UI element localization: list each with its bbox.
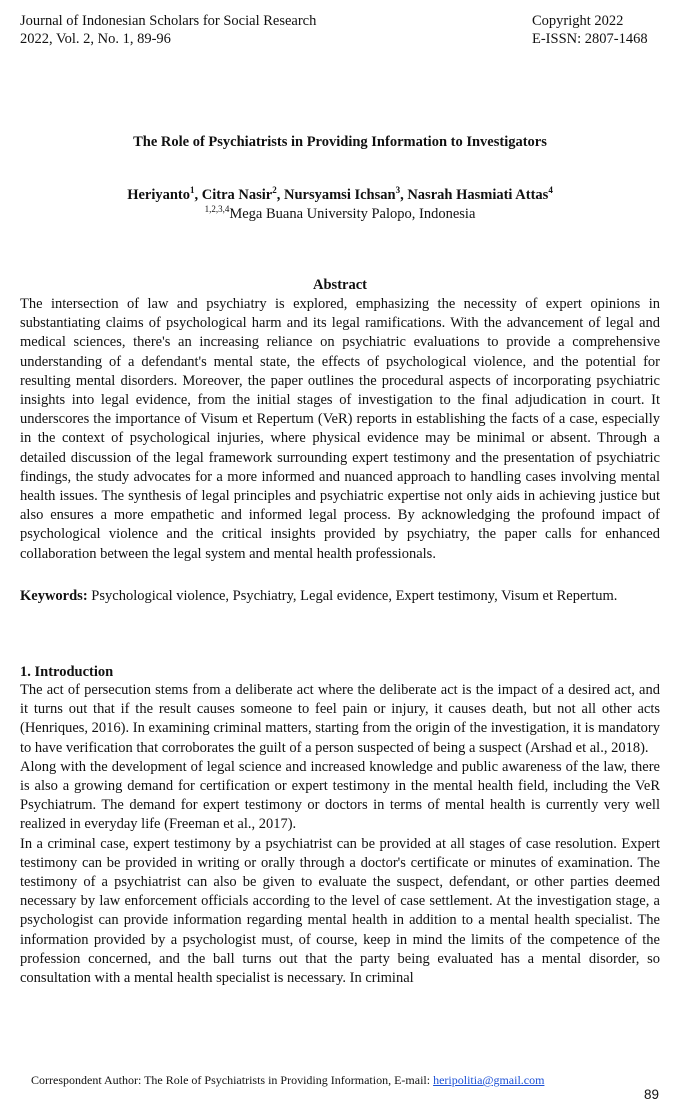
abstract-body: The intersection of law and psychiatry is explored, emphasizing the necessity of expert opinions in substantiating claims of psychological harm and its legal ramifications. With the advancement of legal and medical sciences, there's an increasing reliance on psychiatric evaluations to provide a comprehensive understanding of a defendant's mental state, the effects of psychological violence, and the potential for resulting mental disorders. Moreover, the paper outlines the procedural aspects of incorporating psychiatric insights into legal evidence, from the initial stages of investigation to the final adjudication in court. It underscores the importance of Visum et Repertum (VeR) reports in establishing the facts of a case, especially in the context of psychological injuries, where physical evidence may be minimal or absent. Through a detailed discussion of the legal framework surrounding expert testimony and the presentation of psychiatric findings, the study advocates for a more informed and nuanced approach to handling cases involving mental health issues. The synthesis of legal principles and psychiatric expertise not only aids in achieving justice but also ensures a more empathetic and informed legal process. By acknowledging the profound impact of psychological violence and the critical insights provided by psychiatry, the paper calls for enhanced collaboration between the legal system and mental health professionals. bbox=[20, 296, 660, 562]
author-sup: 3 bbox=[395, 185, 401, 195]
intro-paragraph: The act of persecution stems from a deliberate act where the deliberate act is the impact of a desired act, and it turns out that if the result causes someone to feel pain or injury, it causes death, but not all other acts (Henriques, 2016). In examining criminal matters, starting from the origin of the investigation, it is mandatory to have verification that corroborates the guilt of a person suspected of being a suspect (Arshad et al., 2018). bbox=[20, 682, 660, 756]
copyright-text: Copyright 2022 bbox=[532, 13, 624, 29]
affiliation-text: Mega Buana University Palopo, Indonesia bbox=[229, 206, 476, 222]
copyright-header bbox=[532, 12, 648, 48]
author-name: Heriyanto bbox=[127, 187, 191, 203]
journal-name: Journal of Indonesian Scholars for Social Research bbox=[20, 13, 317, 29]
affiliation bbox=[20, 205, 660, 223]
author-sup: 1 bbox=[190, 185, 195, 195]
issn-text: E-ISSN: 2807-1468 bbox=[532, 31, 648, 47]
abstract-heading: Abstract bbox=[313, 277, 367, 293]
author-sup: 4 bbox=[548, 185, 553, 195]
page-number: 89 bbox=[644, 1087, 660, 1102]
paper-title: The Role of Psychiatrists in Providing Information to Investigators bbox=[133, 134, 547, 150]
affiliation-sup: 1,2,3,4 bbox=[204, 204, 230, 214]
journal-header bbox=[20, 12, 316, 48]
keywords-label: Keywords: bbox=[20, 588, 88, 604]
introduction-body bbox=[20, 681, 660, 988]
author-sup: 2 bbox=[272, 185, 277, 195]
author-name: Nursyamsi Ichsan bbox=[283, 187, 396, 203]
author-name: Nasrah Hasmiati Attas bbox=[407, 187, 549, 203]
intro-paragraph: Along with the development of legal science and increased knowledge and public awareness of the law, there is also a growing demand for certification or expert testimony in the mental health field, including the VeR Psychiatrum. The demand for expert testimony or doctors in terms of mental health is currently very well realized in everyday life (Freeman et al., 2017). bbox=[20, 758, 660, 833]
correspondent-footnote bbox=[31, 1073, 544, 1088]
intro-paragraph: In a criminal case, expert testimony by a psychiatrist can be provided at all stages of case resolution. Expert testimony can be provided in writing or orally through a doctor's certificate or minutes of examination. The testimony of a psychiatrist can also be given to evaluate the suspect, defendant, or other parties deemed necessary by law enforcement officials according to the level of case settlement. At the investigation stage, a psychologist can provide information regarding mental health in addition to a mental health specialist. The information provided by a psychologist must, of course, keep in mind the limits of the competence of the profession concerned, and the ball turns out that the party being evaluated has a mental disorder, so consultation with a mental health specialist is necessary. In criminal bbox=[20, 835, 660, 987]
keywords-line bbox=[20, 587, 660, 606]
author-name: Citra Nasir bbox=[201, 187, 273, 203]
journal-volume: 2022, Vol. 2, No. 1, 89-96 bbox=[20, 31, 171, 47]
author-list: Heriyanto$^1$, Citra Nasir$^2$, Nursyamsi Ichsan$^3$, Nasrah Hasmiati Attas$^4$ bbox=[127, 185, 553, 203]
section-heading-introduction: 1. Introduction bbox=[20, 664, 114, 680]
keywords-text: Psychological violence, Psychiatry, Legal evidence, Expert testimony, Visum et Repertum. bbox=[91, 588, 618, 604]
footnote-text: Correspondent Author: The Role of Psychiatrists in Providing Information, E-mail: bbox=[31, 1073, 434, 1087]
email-link[interactable]: heripolitia@gmail.com bbox=[433, 1073, 545, 1087]
